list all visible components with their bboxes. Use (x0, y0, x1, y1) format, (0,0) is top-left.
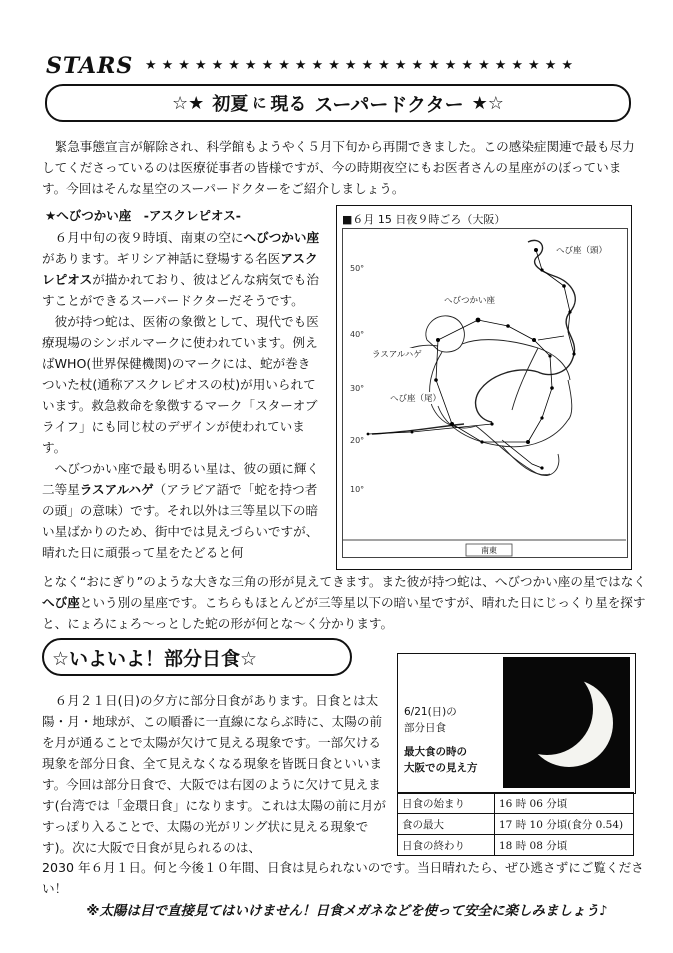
text-run: へびつかい座で最も明るい星は、彼の頭に輝く二等星 (42, 461, 320, 497)
eclipse-panel-label (404, 704, 478, 776)
text-serpens: へび座 (42, 595, 80, 610)
label-ophiuchus: へびつかい座 (444, 296, 496, 306)
ophiuchus-heading: ★へびつかい座 -アスクレピオス- (45, 208, 241, 223)
page-title (45, 84, 631, 122)
title-word-doctor: スーパードクター (314, 93, 464, 116)
eclipse-paragraph-2: 2030 年６月１日。何と今後１０年間、日食は見られないのです。当日晴れたら、ぜひ逃さずにご覧ください！ (42, 860, 644, 896)
panel-line-4: 大阪での見え方 (404, 762, 478, 774)
table-row (398, 835, 634, 856)
time-value: 18 時 08 分頃 (495, 835, 634, 856)
ophiuchus-para-1 (42, 227, 322, 311)
title-word-arawaru: 現る (270, 94, 307, 115)
panel-line-1: 6/21(日)の (404, 706, 457, 718)
time-label: 日食の終わり (398, 835, 495, 856)
alt-tick-10: 10° (350, 485, 365, 494)
time-label: 日食の始まり (398, 793, 495, 814)
title-prefix: ☆★ (172, 92, 205, 114)
label-serpens-head: へび座（頭） (556, 246, 608, 256)
ophiuchus-para-3 (42, 458, 322, 563)
table-row (398, 793, 634, 814)
serpent-figure (372, 240, 575, 434)
text-run: ６月中旬の夜９時頃、南東の空に (54, 230, 244, 245)
time-label: 食の最大 (398, 814, 495, 835)
table-row (398, 814, 634, 835)
alt-tick-50: 50° (350, 264, 365, 273)
eclipse-paragraph: ６月２１日(日)の夕方に部分日食があります。日食とは太陽・月・地球が、この順番に一直線にならぶ時に、太陽の前を月が通ることで太陽が欠けて見える現象です。一部欠ける現象を部分日食、全て見えなくなる現象を皆既日食といいます。今回は部分日食で、大阪では右図のように欠けて見えます(台湾では「金環日食」になります。これは太陽の前に月がすっぽり入ることで、太陽の光がリング状に見える現象です)。次に大阪で日食が見られるのは、 (42, 693, 386, 855)
panel-line-3: 最大食の時の (404, 746, 467, 758)
title-suffix: ★☆ (471, 92, 504, 114)
alt-tick-30: 30° (350, 384, 365, 393)
text-run: という別の星座です。こちらもほとんどが三等星以下の暗い星ですが、晴れた日にじっくり星を探すと、にょろにょろ～っとした蛇の形が何とな～く分かります。 (42, 595, 646, 631)
intro-paragraph: 緊急事態宣言が解除され、科学館もようやく５月下旬から再開できました。この感染症関連で最も尽力してくださっているのは医療従事者の皆様ですが、今の時期夜空にもお医者さんの星座がのぼっています。今回はそんな星空のスーパードクターをご紹介しましょう。 (42, 139, 635, 196)
direction-label: 南東 (481, 546, 497, 555)
title-word-ni: に (252, 96, 267, 112)
time-value: 17 時 10 分頃(食分 0.54) (495, 814, 634, 835)
alt-tick-20: 20° (350, 436, 365, 445)
label-serpens-tail: へび座（尾） (390, 394, 442, 404)
text-ophiuchus: へびつかい座 (243, 230, 320, 245)
text-run: となく“おにぎり”のような大きな三角の形が見えてきます。また彼が持つ蛇は、へびつかい座の星ではなく (42, 574, 646, 589)
partial-eclipse-image (503, 657, 630, 788)
panel-line-2: 部分日食 (404, 722, 446, 734)
text-run: （アラビア語で「蛇を持つ者の頭」の意味）です。それ以外は三等星以下の暗い星ばかりのため、街中では見えづらいですが、晴れた日に頑張って星をたどると何 (42, 482, 319, 560)
star-map-chart (342, 228, 626, 558)
eclipse-heading: ☆いよいよ！部分日食☆ (42, 638, 352, 676)
safety-warning: ※太陽は目で直接見てはいけません！日食メガネなどを使って安全に楽しみましょう♪ (86, 903, 608, 919)
ophiuchus-text (42, 227, 322, 563)
ophiuchus-para-2: 彼が持つ蛇は、医術の象徴として、現代でも医療現場のシンボルマークに使われています。例えばWHO(世界保健機関)のマークには、蛇が巻きついた杖(通称アスクレピオスの杖)が用いられています。救急救命を象徴するマーク「スターオブライフ」にも同じ杖のデザインが使われています。 (42, 314, 319, 455)
text-run: があります。ギリシア神話に登場する名医 (42, 251, 281, 266)
text-asclepius: アスクレピオス (42, 251, 318, 287)
star-border: ★★★★★★★★★★★★★★★★★★★★★★★★★★ (145, 58, 579, 73)
text-run: が描かれており、彼はどんな病気でも治すことができるスーパードクターだそうです。 (42, 272, 319, 308)
title-word-shoka: 初夏 (212, 94, 249, 115)
time-value: 16 時 06 分頃 (495, 793, 634, 814)
text-rasalhague: ラスアルハゲ (79, 482, 154, 497)
stars-logo: STARS (46, 53, 134, 79)
label-rasalhague: ラスアルハゲ (372, 350, 422, 360)
star-map-caption: ■６月 15 日夜９時ごろ（大阪） (342, 213, 506, 226)
ophiuchus-continuation (42, 571, 652, 634)
eclipse-times-table (397, 792, 634, 856)
alt-tick-40: 40° (350, 330, 365, 339)
